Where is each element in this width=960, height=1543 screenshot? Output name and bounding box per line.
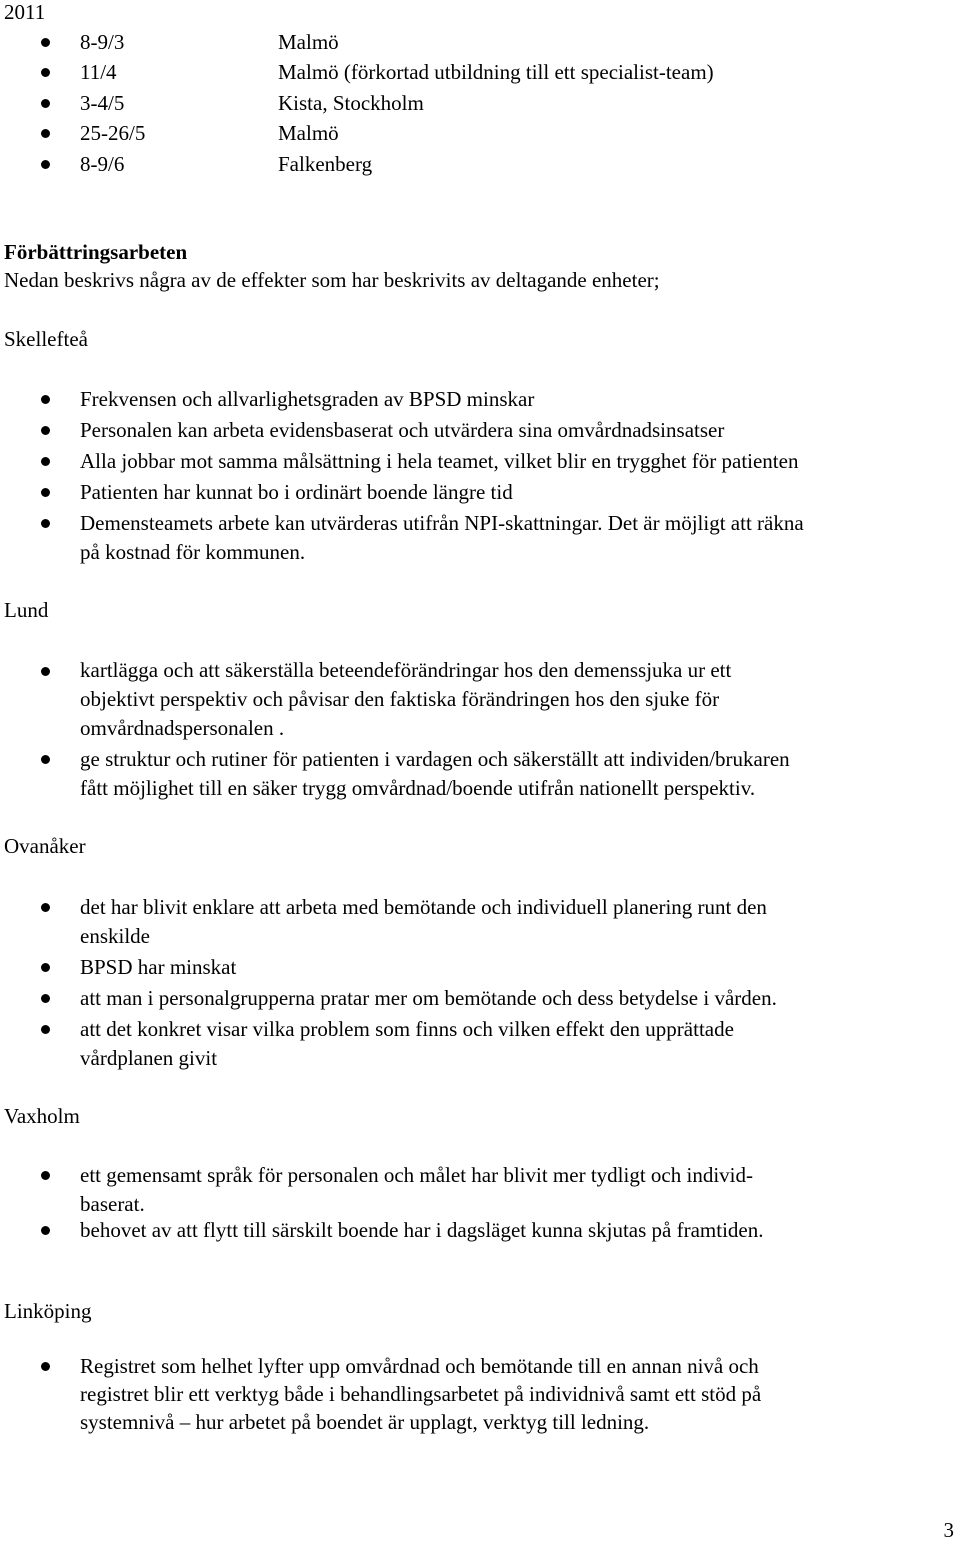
unit-heading-vaxholm: Vaxholm: [4, 1104, 80, 1128]
section-title: Förbättringsarbeten: [4, 240, 188, 264]
place-label: Malmö: [278, 30, 339, 54]
list-item-continuation: omvårdnadspersonalen .: [80, 716, 285, 740]
bullet-icon: [41, 1226, 50, 1235]
list-item-continuation: enskilde: [80, 924, 150, 948]
bullet-icon: [41, 38, 50, 47]
list-item: ett gemensamt språk för personalen och målet har blivit mer tydligt och individ-: [80, 1163, 753, 1187]
bullet-icon: [41, 755, 50, 764]
bullet-icon: [41, 99, 50, 108]
list-item: Patienten har kunnat bo i ordinärt boende längre tid: [80, 480, 513, 504]
list-item: BPSD har minskat: [80, 955, 237, 979]
list-item-continuation: objektivt perspektiv och påvisar den faktiska förändringen hos den sjuke för: [80, 687, 720, 711]
bullet-icon: [41, 963, 50, 972]
bullet-icon: [41, 426, 50, 435]
bullet-icon: [41, 129, 50, 138]
unit-heading-lund: Lund: [4, 598, 49, 622]
list-item: kartlägga och att säkerställa beteendeförändringar hos den demenssjuka ur ett: [80, 658, 732, 682]
list-item-continuation: registret blir ett verktyg både i behandlingsarbetet på individnivå samt ett stöd på: [80, 1382, 762, 1406]
bullet-icon: [41, 457, 50, 466]
list-item: Registret som helhet lyfter upp omvårdnad och bemötande till en annan nivå och: [80, 1354, 759, 1378]
place-label: Malmö (förkortad utbildning till ett specialist-team): [278, 60, 714, 84]
place-label: Malmö: [278, 121, 339, 145]
bullet-icon: [41, 1362, 50, 1371]
year-heading: 2011: [4, 0, 46, 24]
list-item: Frekvensen och allvarlighetsgraden av BPSD minskar: [80, 387, 535, 411]
list-item: ge struktur och rutiner för patienten i vardagen och säkerställt att individen/brukaren: [80, 747, 790, 771]
place-label: Kista, Stockholm: [278, 91, 424, 115]
date-label: 3-4/5: [80, 91, 125, 115]
unit-heading-linkoping: Linköping: [4, 1299, 92, 1323]
place-label: Falkenberg: [278, 152, 373, 176]
bullet-icon: [41, 667, 50, 676]
list-item: att det konkret visar vilka problem som finns och vilken effekt den upprättade: [80, 1017, 734, 1041]
bullet-icon: [41, 519, 50, 528]
list-item: Personalen kan arbeta evidensbaserat och utvärdera sina omvårdnadsinsatser: [80, 418, 725, 442]
list-item-continuation: på kostnad för kommunen.: [80, 540, 306, 564]
bullet-icon: [41, 903, 50, 912]
intro-text: Nedan beskrivs några av de effekter som har beskrivits av deltagande enheter;: [4, 268, 660, 292]
bullet-icon: [41, 1171, 50, 1180]
date-label: 8-9/6: [80, 152, 125, 176]
bullet-icon: [41, 395, 50, 404]
bullet-icon: [41, 160, 50, 169]
list-item: behovet av att flytt till särskilt boende har i dagsläget kunna skjutas på framtiden.: [80, 1218, 764, 1242]
unit-heading-ovanaker: Ovanåker: [4, 834, 86, 858]
list-item: Alla jobbar mot samma målsättning i hela teamet, vilket blir en trygghet för patienten: [80, 449, 799, 473]
date-label: 8-9/3: [80, 30, 125, 54]
list-item: att man i personalgrupperna pratar mer om bemötande och dess betydelse i vården.: [80, 986, 777, 1010]
page-number: 3: [943, 1518, 954, 1542]
list-item-continuation: systemnivå – hur arbetet på boendet är upplagt, verktyg till ledning.: [80, 1410, 650, 1434]
date-label: 25-26/5: [80, 121, 146, 145]
list-item: Demensteamets arbete kan utvärderas utifrån NPI-skattningar. Det är möjligt att räkna: [80, 511, 804, 535]
date-label: 11/4: [80, 60, 117, 84]
list-item-continuation: fått möjlighet till en säker trygg omvårdnad/boende utifrån nationellt perspektiv.: [80, 776, 756, 800]
list-item: det har blivit enklare att arbeta med bemötande och individuell planering runt den: [80, 895, 767, 919]
bullet-icon: [41, 488, 50, 497]
bullet-icon: [41, 68, 50, 77]
bullet-icon: [41, 994, 50, 1003]
unit-heading-skelleftea: Skellefteå: [4, 327, 88, 351]
list-item-continuation: vårdplanen givit: [80, 1046, 218, 1070]
bullet-icon: [41, 1025, 50, 1034]
list-item-continuation: baserat.: [80, 1192, 145, 1216]
